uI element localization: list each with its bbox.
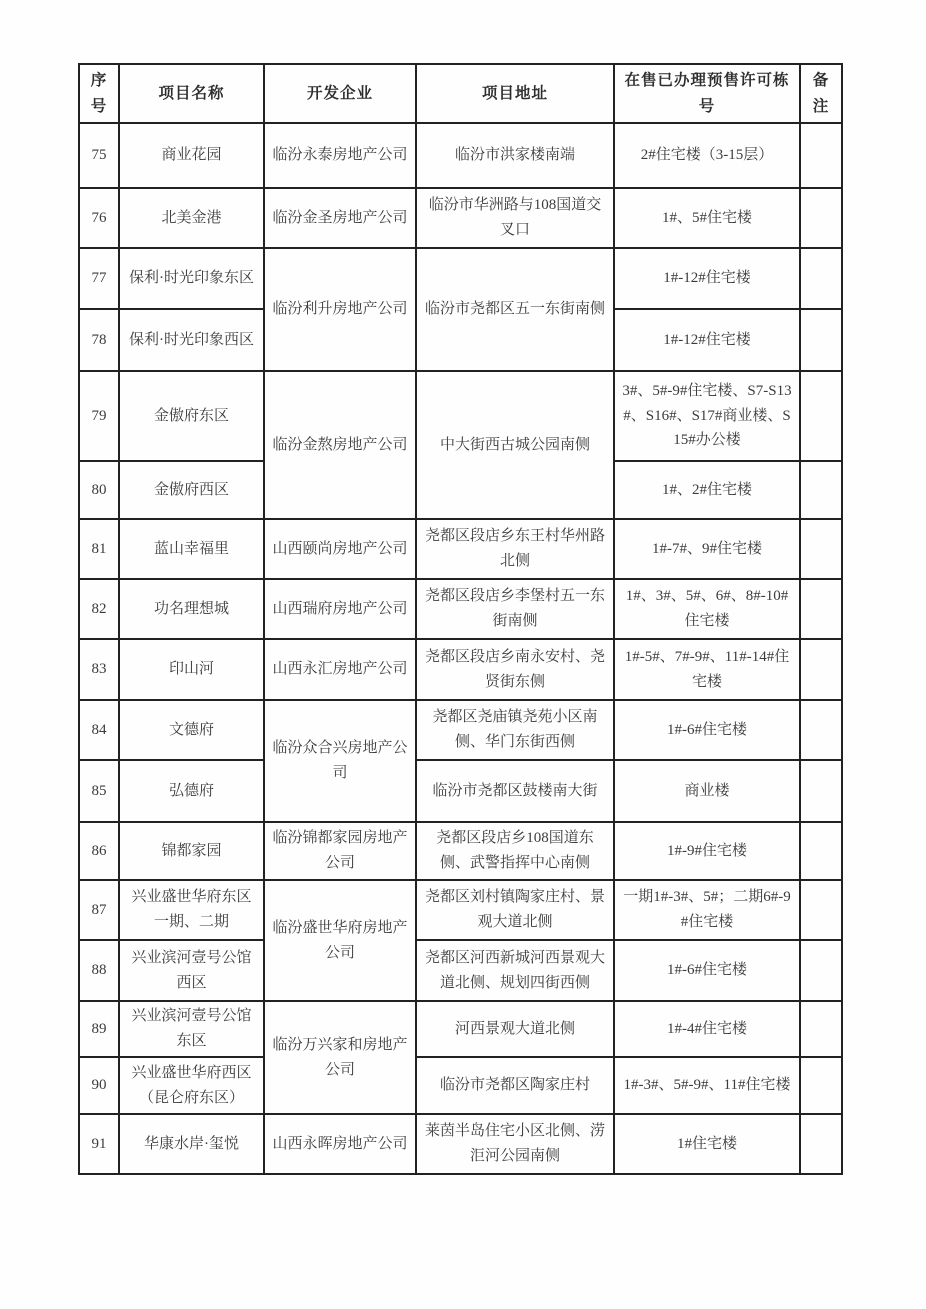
- cell-serial: 91: [79, 1114, 119, 1174]
- cell-project-name: 功名理想城: [119, 579, 264, 639]
- cell-permits: 1#-9#住宅楼: [614, 822, 800, 880]
- cell-remark: [800, 123, 842, 188]
- cell-project-name: 保利·时光印象西区: [119, 309, 264, 371]
- cell-permits: 1#-12#住宅楼: [614, 309, 800, 371]
- cell-developer-merged: 临汾众合兴房地产公司: [264, 700, 416, 822]
- cell-remark: [800, 639, 842, 700]
- cell-permits: 1#、5#住宅楼: [614, 188, 800, 248]
- cell-remark: [800, 309, 842, 371]
- cell-project-name: 北美金港: [119, 188, 264, 248]
- col-header-developer: 开发企业: [264, 64, 416, 123]
- cell-permits: 商业楼: [614, 760, 800, 822]
- presale-permit-table: [78, 63, 843, 1175]
- cell-project-name: 兴业盛世华府东区一期、二期: [119, 880, 264, 940]
- cell-project-name: 兴业盛世华府西区（昆仑府东区）: [119, 1057, 264, 1114]
- cell-remark: [800, 822, 842, 880]
- cell-developer: 临汾永泰房地产公司: [264, 123, 416, 188]
- cell-serial: 88: [79, 940, 119, 1001]
- col-header-project-name: 项目名称: [119, 64, 264, 123]
- cell-project-name: 兴业滨河壹号公馆东区: [119, 1001, 264, 1057]
- cell-serial: 79: [79, 371, 119, 461]
- cell-serial: 82: [79, 579, 119, 639]
- cell-address: 尧都区段店乡108国道东侧、武警指挥中心南侧: [416, 822, 614, 880]
- cell-project-name: 蓝山幸福里: [119, 519, 264, 579]
- cell-permits: 1#-6#住宅楼: [614, 700, 800, 760]
- cell-remark: [800, 1057, 842, 1114]
- table-row: [79, 822, 842, 880]
- cell-remark: [800, 519, 842, 579]
- cell-permits: 2#住宅楼（3-15层）: [614, 123, 800, 188]
- cell-serial: 83: [79, 639, 119, 700]
- cell-developer: 临汾金圣房地产公司: [264, 188, 416, 248]
- cell-developer-merged: 临汾金熬房地产公司: [264, 371, 416, 519]
- cell-permits: 1#住宅楼: [614, 1114, 800, 1174]
- cell-permits: 1#-5#、7#-9#、11#-14#住宅楼: [614, 639, 800, 700]
- cell-project-name: 弘德府: [119, 760, 264, 822]
- cell-project-name: 商业花园: [119, 123, 264, 188]
- cell-serial: 76: [79, 188, 119, 248]
- table-row: [79, 639, 842, 700]
- cell-remark: [800, 1114, 842, 1174]
- table-row: [79, 371, 842, 461]
- cell-address: 河西景观大道北侧: [416, 1001, 614, 1057]
- cell-address: 临汾市尧都区陶家庄村: [416, 1057, 614, 1114]
- cell-developer: 山西颐尚房地产公司: [264, 519, 416, 579]
- cell-project-name: 印山河: [119, 639, 264, 700]
- cell-serial: 87: [79, 880, 119, 940]
- col-header-permits: 在售已办理预售许可栋号: [614, 64, 800, 123]
- table-row: [79, 1057, 842, 1114]
- cell-serial: 80: [79, 461, 119, 519]
- cell-remark: [800, 940, 842, 1001]
- cell-developer: 山西永晖房地产公司: [264, 1114, 416, 1174]
- cell-serial: 77: [79, 248, 119, 309]
- table-row: [79, 940, 842, 1001]
- header-row: [79, 64, 842, 123]
- cell-developer: 山西瑞府房地产公司: [264, 579, 416, 639]
- table-row: [79, 880, 842, 940]
- cell-remark: [800, 461, 842, 519]
- cell-developer-merged: 临汾盛世华府房地产公司: [264, 880, 416, 1001]
- cell-developer: 临汾锦都家园房地产公司: [264, 822, 416, 880]
- table-row: [79, 188, 842, 248]
- cell-remark: [800, 188, 842, 248]
- cell-permits: 一期1#-3#、5#；二期6#-9#住宅楼: [614, 880, 800, 940]
- cell-permits: 1#-3#、5#-9#、11#住宅楼: [614, 1057, 800, 1114]
- cell-remark: [800, 760, 842, 822]
- cell-address: 临汾市洪家楼南端: [416, 123, 614, 188]
- cell-project-name: 保利·时光印象东区: [119, 248, 264, 309]
- cell-permits: 3#、5#-9#住宅楼、S7-S13#、S16#、S17#商业楼、S15#办公楼: [614, 371, 800, 461]
- cell-address: 临汾市尧都区鼓楼南大街: [416, 760, 614, 822]
- cell-project-name: 金傲府西区: [119, 461, 264, 519]
- col-header-address: 项目地址: [416, 64, 614, 123]
- cell-remark: [800, 880, 842, 940]
- cell-project-name: 文德府: [119, 700, 264, 760]
- cell-remark: [800, 1001, 842, 1057]
- cell-project-name: 华康水岸·玺悦: [119, 1114, 264, 1174]
- cell-project-name: 兴业滨河壹号公馆西区: [119, 940, 264, 1001]
- cell-address-merged: 临汾市尧都区五一东街南侧: [416, 248, 614, 371]
- cell-serial: 75: [79, 123, 119, 188]
- cell-serial: 84: [79, 700, 119, 760]
- cell-remark: [800, 371, 842, 461]
- cell-address-merged: 中大街西古城公园南侧: [416, 371, 614, 519]
- cell-address: 尧都区刘村镇陶家庄村、景观大道北侧: [416, 880, 614, 940]
- cell-project-name: 金傲府东区: [119, 371, 264, 461]
- cell-remark: [800, 579, 842, 639]
- cell-permits: 1#、3#、5#、6#、8#-10#住宅楼: [614, 579, 800, 639]
- cell-serial: 85: [79, 760, 119, 822]
- cell-address: 临汾市华洲路与108国道交叉口: [416, 188, 614, 248]
- cell-serial: 89: [79, 1001, 119, 1057]
- cell-serial: 90: [79, 1057, 119, 1114]
- cell-address: 尧都区尧庙镇尧苑小区南侧、华门东街西侧: [416, 700, 614, 760]
- table-row: [79, 1114, 842, 1174]
- cell-serial: 78: [79, 309, 119, 371]
- table-row: [79, 519, 842, 579]
- cell-project-name: 锦都家园: [119, 822, 264, 880]
- cell-permits: 1#-7#、9#住宅楼: [614, 519, 800, 579]
- cell-address: 尧都区段店乡李堡村五一东街南侧: [416, 579, 614, 639]
- cell-developer: 山西永汇房地产公司: [264, 639, 416, 700]
- table-row: [79, 1001, 842, 1057]
- cell-address: 尧都区段店乡东王村华州路北侧: [416, 519, 614, 579]
- cell-developer-merged: 临汾利升房地产公司: [264, 248, 416, 371]
- cell-remark: [800, 700, 842, 760]
- cell-permits: 1#-4#住宅楼: [614, 1001, 800, 1057]
- table-row: [79, 248, 842, 309]
- col-header-remark: 备注: [800, 64, 842, 123]
- cell-permits: 1#、2#住宅楼: [614, 461, 800, 519]
- cell-permits: 1#-12#住宅楼: [614, 248, 800, 309]
- cell-address: 莱茵半岛住宅小区北侧、涝洰河公园南侧: [416, 1114, 614, 1174]
- cell-serial: 86: [79, 822, 119, 880]
- cell-developer-merged: 临汾万兴家和房地产公司: [264, 1001, 416, 1114]
- table-row: [79, 579, 842, 639]
- table-row: [79, 123, 842, 188]
- cell-serial: 81: [79, 519, 119, 579]
- cell-remark: [800, 248, 842, 309]
- col-header-serial: 序号: [79, 64, 119, 123]
- cell-address: 尧都区段店乡南永安村、尧贤街东侧: [416, 639, 614, 700]
- table-row: [79, 760, 842, 822]
- cell-permits: 1#-6#住宅楼: [614, 940, 800, 1001]
- table-row: [79, 700, 842, 760]
- cell-address: 尧都区河西新城河西景观大道北侧、规划四街西侧: [416, 940, 614, 1001]
